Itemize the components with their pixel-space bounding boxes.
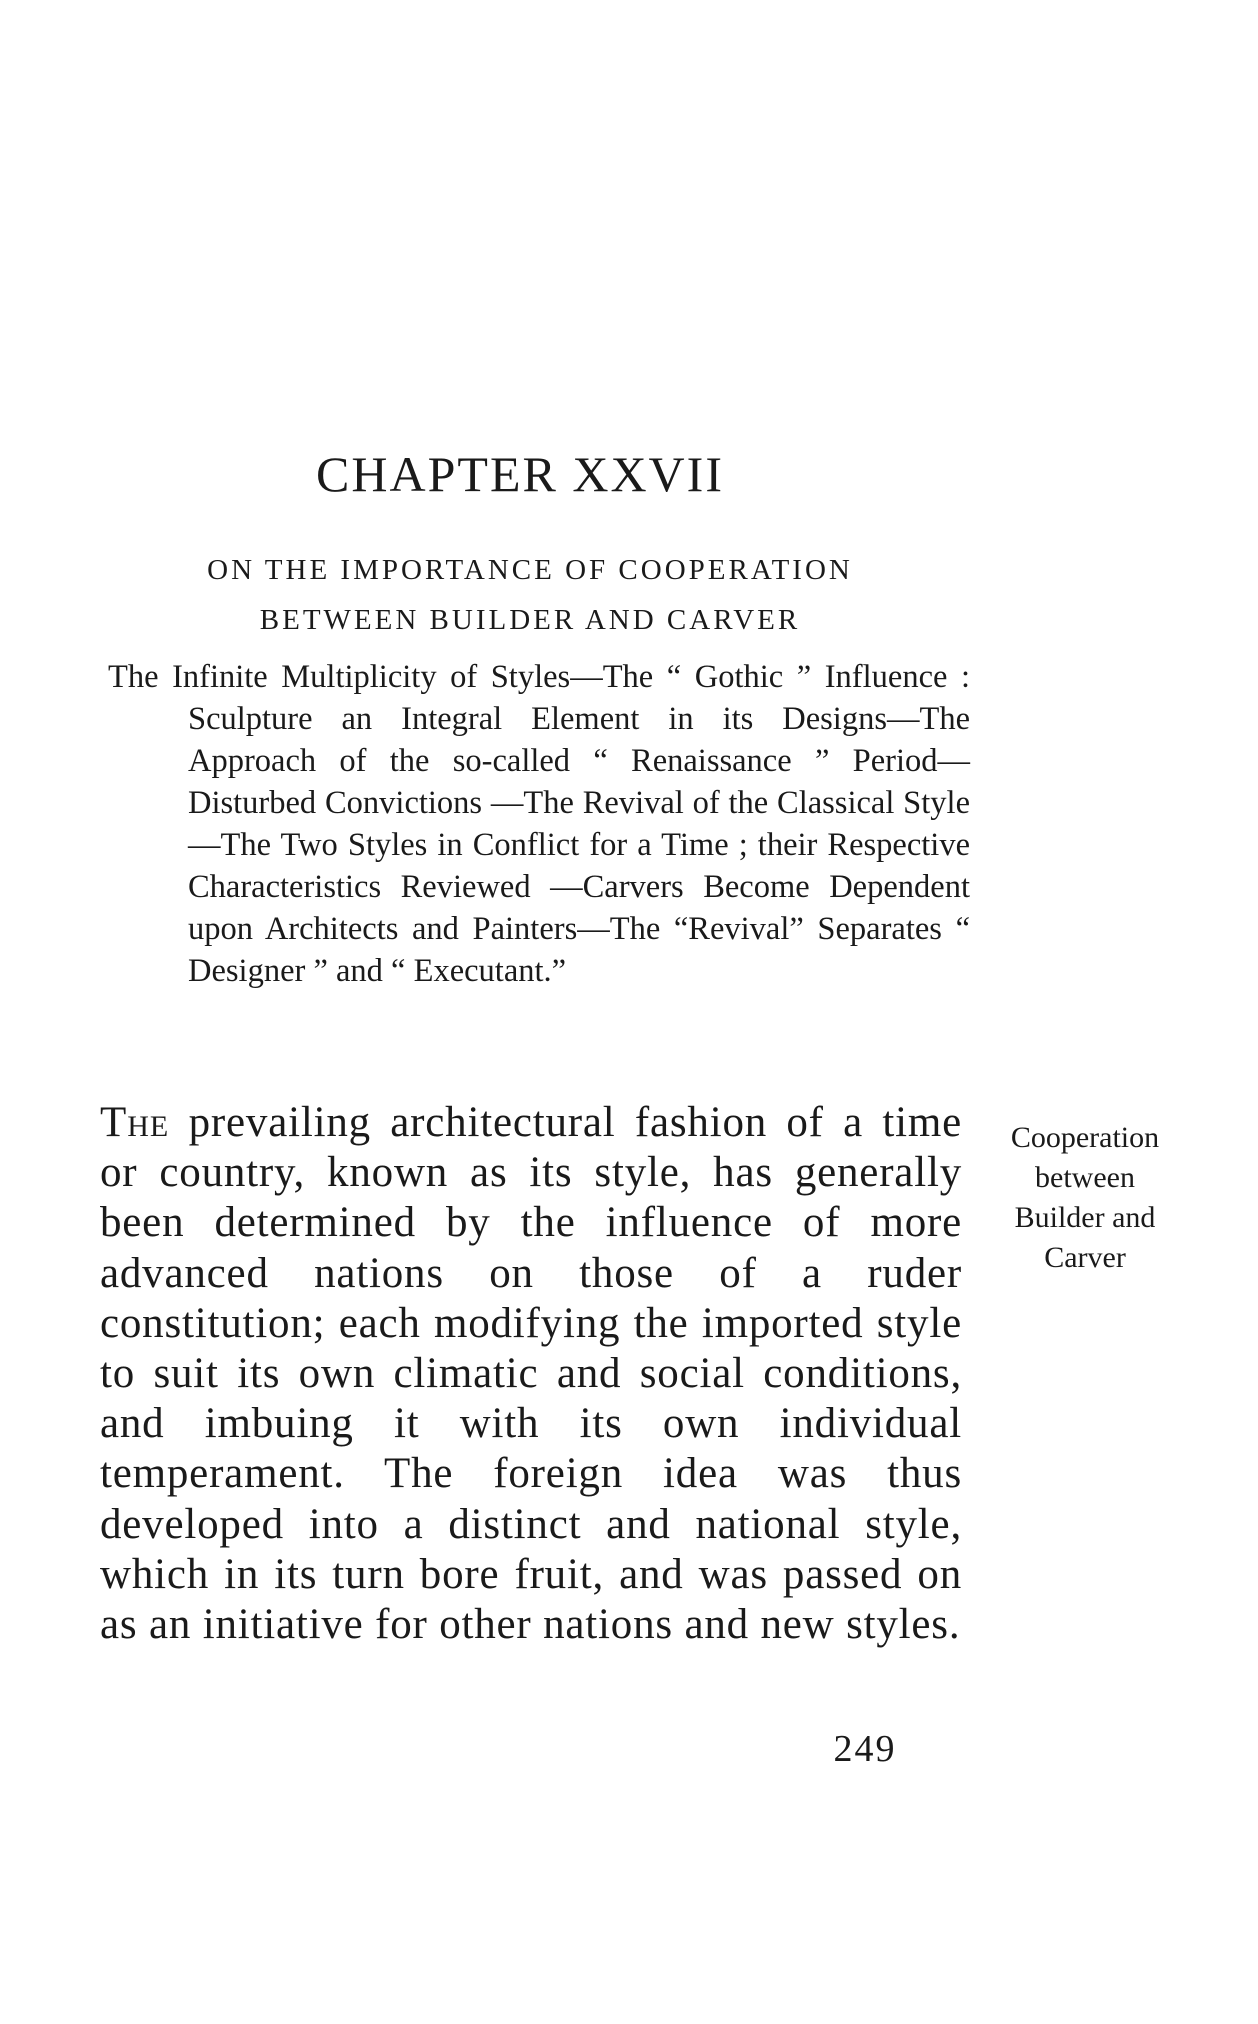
margin-note-line-2: between	[1035, 1161, 1135, 1194]
chapter-subtitle-line-2: BETWEEN BUILDER AND CARVER	[259, 604, 801, 636]
chapter-synopsis: The Infinite Multiplicity of Styles—The “ Gothic ” Influence : Sculpture an Integral Element in its Designs—The Approach of the so-called “ Renaissance ” Period—Disturbed Convictions —The Revival of the Classical Style—The Two Styles in Conflict for a Time ; their Respective Characteristics Reviewed —Carvers Become Dependent upon Architects and Painters—The “Revival” Separates “ Designer ” and “ Executant.”	[108, 659, 970, 989]
chapter-subtitle	[110, 545, 950, 645]
page-number: 249	[833, 1728, 897, 1770]
margin-note	[985, 1118, 1185, 1278]
body-paragraph-text: prevailing architectural fashion of a time or country, known as its style, has generally been determined by the influence of more advanced nations on those of a ruder constitution; each modifying the imported style to suit its own climatic and social conditions, and imbuing it with its own individual temperament. The foreign idea was thus developed into a distinct and national style, which in its turn bore fruit, and was passed on as an initiative for other nations and new styles.	[100, 1099, 962, 1649]
body-paragraph	[100, 1098, 962, 1650]
chapter-title: CHAPTER XXVII	[316, 446, 724, 502]
margin-note-line-4: Carver	[1044, 1241, 1126, 1274]
chapter-subtitle-line-1: ON THE IMPORTANCE OF COOPERATION	[207, 554, 853, 586]
opening-word: The	[100, 1099, 170, 1146]
margin-note-line-3: Builder and	[1014, 1201, 1156, 1234]
margin-note-line-1: Cooperation	[1010, 1121, 1160, 1154]
